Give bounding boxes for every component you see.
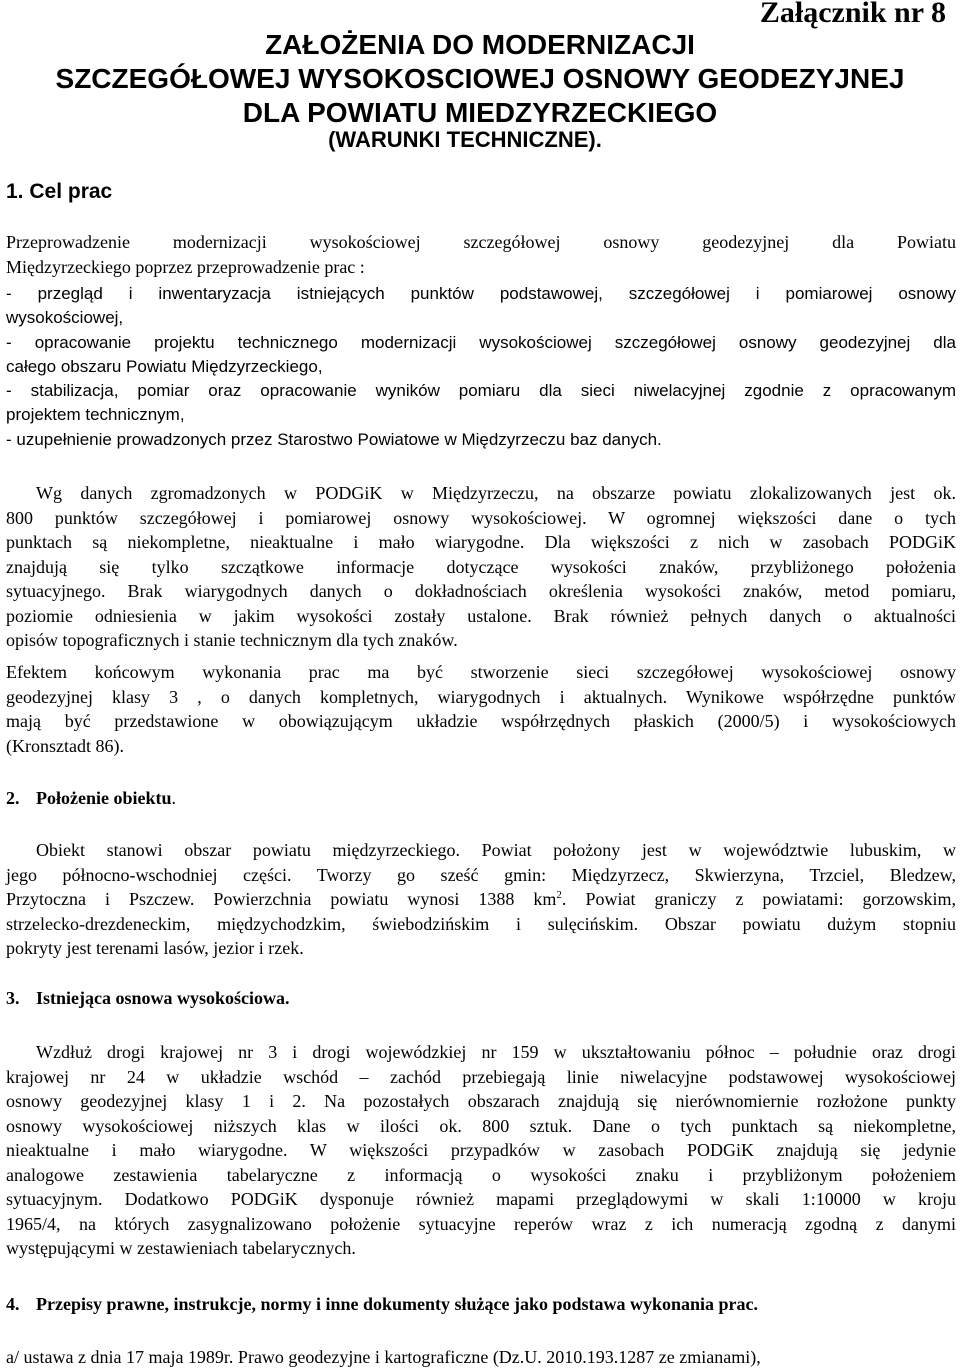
text-line: pokryty jest terenami lasów, jezior i rzek. — [6, 938, 304, 958]
section-1-paragraph-2 — [6, 660, 956, 758]
section-1-heading: 1. Cel prac — [6, 180, 113, 203]
text-line: Wzdłuż drogi krajowej nr 3 i drogi wojewódzkiej nr 159 w ukształtowaniu północ – południe oraz drogi — [36, 1042, 956, 1062]
list-item: - stabilizacja, pomiar oraz opracowanie wyników pomiaru dla sieci niwelacyjnej zgodnie z opracowanym — [6, 381, 956, 401]
text-line: Przeprowadzenie modernizacji wysokościowej szczegółowej osnowy geodezyjnej dla Powiatu — [6, 232, 956, 252]
section-2-paragraph — [6, 838, 956, 961]
text-line: 800 punktów szczegółowej i pomiarowej osnowy wysokościowej. W ogromnej większości dane o tych — [6, 507, 956, 528]
text-line: mają być przedstawione w obowiązującym układzie współrzędnych płaskich (2000/5) i wysokościowych — [6, 711, 956, 731]
text-line: sytuacyjnym. Dodatkowo PODGiK dysponuje również mapami przeglądowymi w skali 1:10000 w kroju — [6, 1189, 956, 1209]
subtitle: (WARUNKI TECHNICZNE). — [328, 127, 602, 152]
section-1-intro — [6, 230, 956, 279]
section-4-heading — [6, 1294, 758, 1315]
text-line: strzelecko-drezdeneckim, międzychodzkim, świebodzińskim i sulęcińskim. Obszar powiatu dużym stopniu — [6, 913, 956, 934]
list-item-cont: wysokościowej, — [6, 308, 124, 328]
text-line: Międzyrzeckiego poprzez przeprowadzenie prac : — [6, 256, 365, 277]
section-title: Istniejąca osnowa wysokościowa. — [36, 988, 290, 1008]
text-line — [6, 887, 956, 912]
text-line: poziomie odniesienia w jakim wysokości zostały ustalone. Brak również pełnych danych o aktualności — [6, 605, 956, 626]
section-1-task-list — [6, 282, 956, 452]
section-4-list — [6, 1345, 956, 1368]
section-3-paragraph — [6, 1040, 956, 1261]
text-line: 1965/4, na których zasygnalizowano położenie sytuacyjne reperów wraz z ich numeracją zgodną z danymi — [6, 1213, 956, 1234]
text-line: krajowej nr 24 w układzie wschód – zachód przebiegają linie niwelacyjne podstawowej wysokościowej — [6, 1066, 956, 1087]
text-line: sytuacyjnego. Brak wiarygodnych danych o dokładnościach określenia wysokości znaków, metod pomiaru, — [6, 581, 956, 601]
text-line: znajdują się tylko szczątkowe informacje dotyczące wysokości znaków, przybliżonego położenia — [6, 556, 956, 577]
text-line: nieaktualne i mało wiarygodne. W większości przypadków w zasobach PODGiK znajdują się jedynie — [6, 1140, 956, 1160]
text-line: (Kronsztadt 86). — [6, 735, 124, 756]
text-line: jego północno-wschodniej części. Tworzy go sześć gmin: Międzyrzecz, Skwierzyna, Trzciel, Bledzew, — [6, 864, 956, 885]
list-item: a/ ustawa z dnia 17 maja 1989r. Prawo geodezyjne i kartograficzne (Dz.U. 2010.193.1287 ze zmianami), — [6, 1347, 761, 1367]
list-item: - opracowanie projektu technicznego modernizacji wysokościowej szczegółowej osnowy geodezyjnej dla — [6, 332, 956, 352]
text-line: Efektem końcowym wykonania prac ma być stworzenie sieci szczegółowej wysokościowej osnowy — [6, 662, 956, 682]
text-line: punktach są niekompletne, nieaktualne i mało wiarygodne. Dla większości z nich w zasobach PODGiK — [6, 532, 956, 552]
text-line: Wg danych zgromadzonych w PODGiK w Międzyrzeczu, na obszarze powiatu zlokalizowanych jest ok. — [36, 483, 956, 503]
section-number: 2. — [6, 788, 20, 808]
list-item-cont: projektem technicznym, — [6, 405, 185, 425]
superscript: 2 — [556, 889, 562, 901]
section-number: 3. — [6, 988, 20, 1008]
text-line: osnowy geodezyjnej klasy 1 i 2. Na pozostałych obszarach znajdują się nierównomiernie rozłożone punkty — [6, 1091, 956, 1111]
text-after-sup: . Powiat graniczy z powiatami: gorzowskim, — [561, 889, 956, 909]
list-item-cont: całego obszaru Powiatu Międzyrzeckiego, — [6, 356, 323, 376]
text-line: opisów topograficznych i stanie technicznym dla tych znaków. — [6, 630, 458, 650]
annex-label: Załącznik nr 8 — [759, 0, 946, 29]
section-title: Przepisy prawne, instrukcje, normy i inne dokumenty służące jako podstawa wykonania prac. — [36, 1294, 759, 1314]
text-line: analogowe zestawienia tabelaryczne z informacją o wysokości znaku i przybliżonym położeniem — [6, 1164, 956, 1185]
section-title: Położenie obiektu — [36, 788, 172, 808]
title-line-3: DLA POWIATU MIEDZYRZECKIEGO — [242, 97, 718, 128]
area-text: Przytoczna i Pszczew. Powierzchnia powiatu wynosi 1388 km — [6, 889, 557, 909]
section-3-heading — [6, 988, 290, 1009]
list-item: - uzupełnienie prowadzonych przez Starostwo Powiatowe w Międzyrzeczu baz danych. — [6, 429, 662, 449]
text-line: Obiekt stanowi obszar powiatu międzyrzeckiego. Powiat położony jest w województwie lubuskim, w — [36, 840, 956, 860]
list-item: - przegląd i inwentaryzacja istniejących punktów podstawowej, szczegółowej i pomiarowej osnowy — [6, 284, 956, 303]
title-line-1: ZAŁOŻENIA DO MODERNIZACJI — [265, 29, 695, 60]
text-line: występującymi w zestawieniach tabelarycznych. — [6, 1238, 356, 1258]
section-number: 4. — [6, 1294, 20, 1314]
section-2-heading — [6, 788, 176, 809]
section-title-dot: . — [171, 788, 176, 808]
title-line-2: SZCZEGÓŁOWEJ WYSOKOSCIOWEJ OSNOWY GEODEZYJNEJ — [55, 63, 905, 94]
text-line: osnowy wysokościowej niższych klas w ilości ok. 800 sztuk. Dane o tych punktach są niekompletne, — [6, 1115, 956, 1136]
section-1-paragraph-1 — [6, 481, 956, 653]
text-line: geodezyjnej klasy 3 , o danych kompletnych, wiarygodnych i aktualnych. Wynikowe współrzędne punktów — [6, 686, 956, 707]
